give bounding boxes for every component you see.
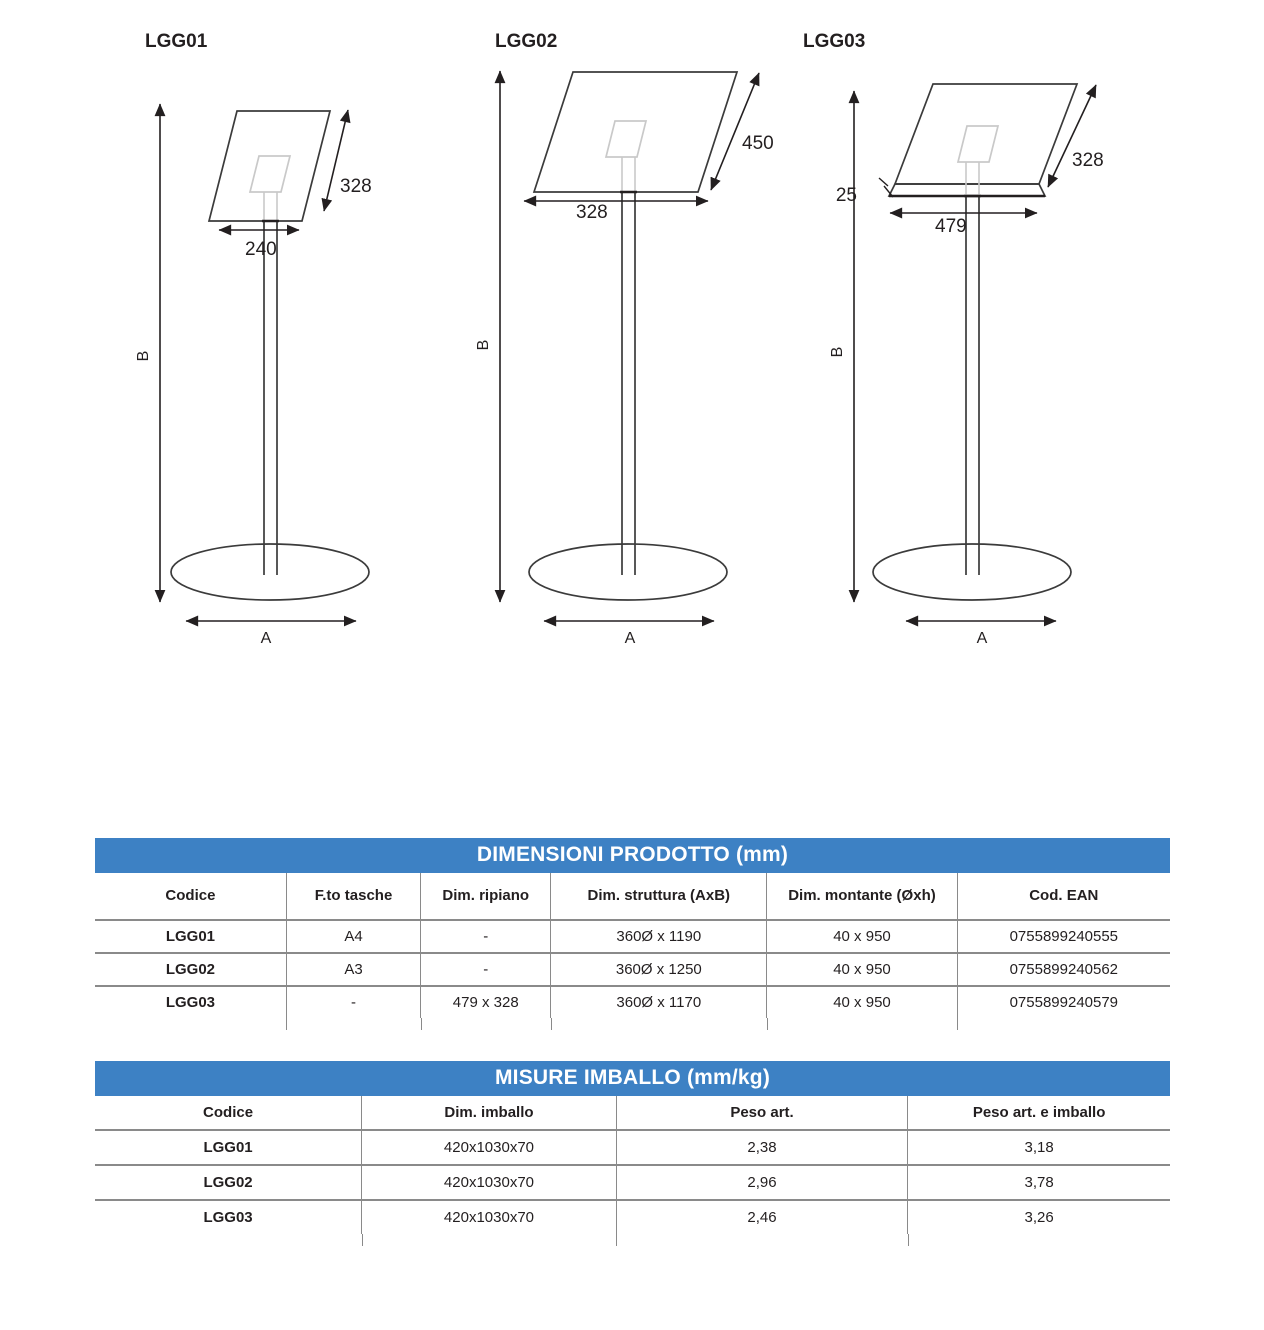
- diagram-lgg02: [475, 31, 774, 647]
- pole-upper: [966, 162, 979, 200]
- table-header-row: [95, 1096, 1170, 1130]
- column-header-dim-imballo: Dim. imballo: [362, 1096, 617, 1130]
- display-panel: [209, 111, 330, 221]
- depth-dimension-label: 328: [340, 176, 372, 197]
- base-axis-label: A: [624, 630, 636, 647]
- width-dimension-label: 479: [935, 216, 967, 237]
- cell-dim-struttura: 360Ø x 1170: [551, 986, 767, 1018]
- table-row: [95, 1165, 1170, 1200]
- column-header-dim-ripiano: Dim. ripiano: [421, 873, 551, 920]
- height-axis-label: B: [135, 350, 152, 362]
- base-plate: [171, 544, 369, 600]
- cell-peso-art-imballo: 3,18: [908, 1130, 1170, 1165]
- diagram-lgg03: [803, 31, 1104, 647]
- base-plate: [873, 544, 1071, 600]
- column-header-peso-art-imballo: Peso art. e imballo: [908, 1096, 1170, 1130]
- table-row: [95, 1130, 1170, 1165]
- column-header-peso-art: Peso art.: [616, 1096, 907, 1130]
- cell-peso-art: 2,38: [616, 1130, 907, 1165]
- width-dimension-label: 240: [245, 239, 277, 260]
- product-dimensions-table: [95, 838, 1170, 1030]
- column-header-fto-tasche: F.to tasche: [286, 873, 420, 920]
- table-row: [95, 986, 1170, 1018]
- cell-peso-art: 2,46: [616, 1200, 907, 1234]
- column-header-cod-ean: Cod. EAN: [957, 873, 1170, 920]
- table-row: [95, 920, 1170, 953]
- cell-dim-struttura: 360Ø x 1190: [551, 920, 767, 953]
- pole: [264, 221, 277, 575]
- cell-dim-montante: 40 x 950: [767, 920, 957, 953]
- base-plate: [529, 544, 727, 600]
- cell-dim-montante: 40 x 950: [767, 953, 957, 986]
- cell-codice: LGG01: [95, 1130, 362, 1165]
- diagram-title: LGG03: [803, 31, 866, 52]
- column-header-codice: Codice: [95, 1096, 362, 1130]
- table-row: [95, 953, 1170, 986]
- mounting-bracket: [606, 121, 646, 157]
- diagram-lgg01: [135, 31, 372, 647]
- cell-codice: LGG01: [95, 920, 286, 953]
- cell-peso-art-imballo: 3,26: [1024, 1209, 1054, 1227]
- cell-fto-tasche: A4: [286, 920, 420, 953]
- cell-dim-ripiano: 479 x 328: [421, 986, 551, 1018]
- product-table-grid: [95, 873, 1170, 1018]
- packaging-table-grid: [95, 1096, 1170, 1234]
- product-table-tail-rules: [95, 1018, 1170, 1030]
- lip-dimension-label: 25: [835, 185, 857, 206]
- cell-cod-ean: 0755899240562: [957, 953, 1170, 986]
- product-table-banner: DIMENSIONI PRODOTTO (mm): [95, 838, 1170, 873]
- cell-cod-ean: 0755899240579: [1009, 994, 1119, 1012]
- table-row: [95, 1200, 1170, 1234]
- column-header-dim-struttura: Dim. struttura (AxB): [551, 873, 767, 920]
- depth-dimension-label: 328: [1072, 150, 1104, 171]
- mounting-bracket: [250, 156, 290, 192]
- cell-codice: LGG02: [95, 1165, 362, 1200]
- pole: [966, 196, 979, 575]
- depth-dimension-label: 450: [742, 133, 774, 154]
- cell-dim-montante: 40 x 950: [767, 986, 957, 1018]
- pole-upper: [264, 192, 277, 228]
- cell-codice: LGG03: [95, 1200, 362, 1234]
- packaging-measures-table: [95, 1061, 1170, 1246]
- cell-peso-art: 2,96: [616, 1165, 907, 1200]
- cell-cod-ean: 0755899240555: [957, 920, 1170, 953]
- cell-dim-imballo: 420x1030x70: [362, 1165, 617, 1200]
- cell-fto-tasche: A3: [286, 953, 420, 986]
- cell-fto-tasche: -: [286, 986, 420, 1018]
- diagram-title: LGG02: [495, 31, 558, 52]
- cell-codice: LGG02: [95, 953, 286, 986]
- base-axis-label: A: [976, 630, 988, 647]
- diagram-title: LGG01: [145, 31, 208, 52]
- column-header-dim-montante: Dim. montante (Øxh): [767, 873, 957, 920]
- mounting-bracket: [958, 126, 998, 162]
- packaging-table-banner: MISURE IMBALLO (mm/kg): [95, 1061, 1170, 1096]
- cell-dim-ripiano: -: [421, 920, 551, 953]
- base-axis-label: A: [260, 630, 272, 647]
- height-axis-label: B: [829, 346, 846, 358]
- shelf-surface: [895, 84, 1077, 184]
- width-dimension-label: 328: [576, 202, 608, 223]
- table-header-row: [95, 873, 1170, 920]
- cell-peso-art-imballo: 3,78: [908, 1165, 1170, 1200]
- column-header-codice: Codice: [95, 873, 286, 920]
- lip-leader-line: [879, 178, 888, 186]
- shelf-lip: [889, 184, 1045, 196]
- packaging-table-tail-rules: [95, 1234, 1170, 1246]
- cell-dim-struttura: 360Ø x 1250: [551, 953, 767, 986]
- height-axis-label: B: [475, 339, 492, 351]
- cell-dim-ripiano: -: [421, 953, 551, 986]
- cell-codice: LGG03: [95, 986, 286, 1018]
- cell-dim-imballo: 420x1030x70: [362, 1200, 617, 1234]
- cell-dim-imballo: 420x1030x70: [362, 1130, 617, 1165]
- pole: [622, 192, 635, 575]
- depth-dimension-line: [1048, 85, 1096, 187]
